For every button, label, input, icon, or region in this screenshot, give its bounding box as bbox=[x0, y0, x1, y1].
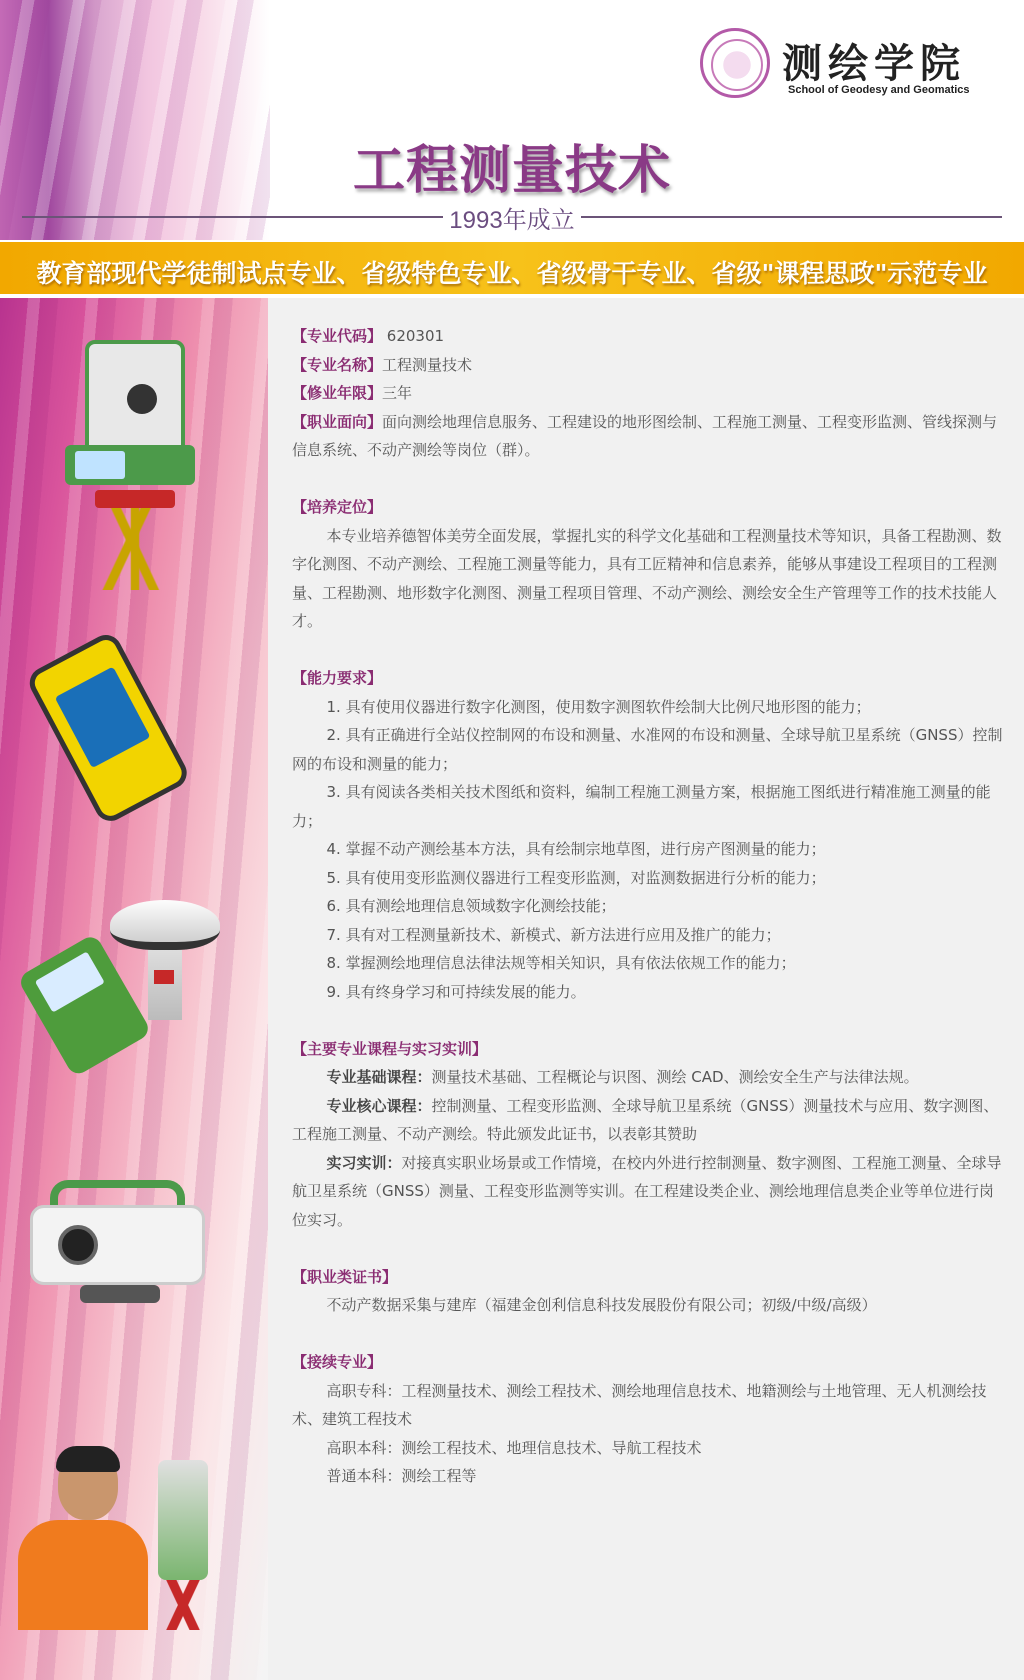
name-value: 工程测量技术 bbox=[382, 355, 473, 374]
basic-courses-text: 测量技术基础、工程概论与识图、测绘 CAD、测绘安全生产与法律法规。 bbox=[431, 1068, 919, 1086]
continuation-bachelor: 普通本科：测绘工程等 bbox=[326, 1467, 477, 1485]
ability-item: 3. 具有阅读各类相关技术图纸和资料，编制工程施工测量方案，根据施工图纸进行精准施工测量的能力； bbox=[292, 783, 991, 830]
ability-item: 1. 具有使用仪器进行数字化测图，使用数字测图软件绘制大比例尺地形图的能力； bbox=[326, 697, 871, 716]
gnss-receiver-icon bbox=[110, 900, 220, 1030]
digital-level-icon bbox=[30, 1180, 210, 1310]
basic-courses-label: 专业基础课程： bbox=[326, 1068, 432, 1086]
ability-item: 7. 具有对工程测量新技术、新模式、新方法进行应用及推广的能力； bbox=[326, 925, 781, 944]
career-label: 【职业面向】 bbox=[292, 412, 383, 431]
basic-courses bbox=[292, 1063, 1004, 1092]
certificate-text: 不动产数据采集与建库（福建金创利信息科技发展股份有限公司；初级/中级/高级） bbox=[326, 1296, 877, 1314]
founded-year bbox=[0, 200, 1024, 235]
ability-item: 2. 具有正确进行全站仪控制网的布设和测量、水准网的布设和测量、全球导航卫星系统（GNSS）控制网的布设和测量的能力； bbox=[292, 726, 1003, 773]
logo-english-name: School of Geodesy and Geomatics bbox=[788, 84, 970, 96]
name-label: 【专业名称】 bbox=[292, 355, 383, 374]
practice-training bbox=[292, 1149, 1004, 1235]
code-label: 【专业代码】 bbox=[292, 327, 383, 345]
certificate-heading: 【职业类证书】 bbox=[292, 1267, 398, 1286]
core-courses bbox=[292, 1092, 1004, 1149]
honors-banner bbox=[0, 240, 1024, 296]
positioning-heading: 【培养定位】 bbox=[292, 498, 383, 516]
continuation-vocational: 高职专科：工程测量技术、测绘工程技术、测绘地理信息技术、地籍测绘与土地管理、无人机测绘技术、建筑工程技术 bbox=[292, 1381, 987, 1428]
school-logo bbox=[700, 28, 1000, 108]
years-label: 【修业年限】 bbox=[292, 384, 383, 402]
info-code bbox=[292, 322, 1004, 351]
career-value: 面向测绘地理信息服务、工程建设的地形图绘制、工程施工测量、工程变形监测、管线探测与信息系统、不动产测绘等岗位（群）。 bbox=[292, 412, 998, 459]
abilities-heading: 【能力要求】 bbox=[292, 669, 383, 687]
page-title: 工程测量技术 bbox=[352, 141, 671, 201]
program-details bbox=[292, 322, 1004, 1491]
ability-item: 8. 掌握测绘地理信息法律法规等相关知识，具有依法依规工作的能力； bbox=[326, 954, 796, 972]
practice-label: 实习实训： bbox=[326, 1153, 402, 1172]
years-value: 三年 bbox=[382, 384, 413, 402]
school-seal-icon bbox=[700, 28, 770, 98]
practice-text: 对接真实职业场景或工作情境，在校内外进行控制测量、数字测图、工程施工测量、全球导航卫星系统（GNSS）测量、工程变形监测等实训。在工程建设类企业、测绘地理信息类企业等单位进行岗位实习。 bbox=[292, 1153, 1002, 1229]
courses-heading: 【主要专业课程与实习实训】 bbox=[292, 1039, 488, 1058]
info-career bbox=[292, 408, 1004, 465]
surveyor-photo bbox=[18, 1450, 218, 1630]
ability-item: 9. 具有终身学习和可持续发展的能力。 bbox=[326, 982, 586, 1001]
positioning-text: 本专业培养德智体美劳全面发展，掌握扎实的科学文化基础和工程测量技术等知识，具备工程勘测、数字化测图、不动产测绘、工程施工测量等能力，具有工匠精神和信息素养，能够从事建设工程项目的工程测量、工程勘测、地形数字化测图、测量工程项目管理、不动产测绘、测绘安全生产管理等工作的技术技能人才。 bbox=[292, 526, 1002, 630]
logo-chinese-name: 测绘学院 bbox=[782, 41, 966, 87]
total-station-icon bbox=[60, 330, 210, 590]
info-name bbox=[292, 351, 1004, 380]
ability-item: 6. 具有测绘地理信息领域数字化测绘技能； bbox=[326, 897, 616, 915]
continuation-bachelor-vocational: 高职本科：测绘工程技术、地理信息技术、导航工程技术 bbox=[326, 1438, 702, 1457]
honors-banner-text: 教育部现代学徒制试点专业、省级特色专业、省级骨干专业、省级"课程思政"示范专业 bbox=[36, 259, 988, 288]
core-courses-text: 控制测量、工程变形监测、全球导航卫星系统（GNSS）测量技术与应用、数字测图、工程施工测量、不动产测绘。特此颁发此证书，以表彰其赞助 bbox=[292, 1096, 999, 1143]
core-courses-label: 专业核心课程： bbox=[326, 1096, 432, 1115]
code-value: 620301 bbox=[382, 327, 445, 345]
ability-item: 5. 具有使用变形监测仪器进行工程变形监测，对监测数据进行分析的能力； bbox=[326, 868, 826, 887]
info-years bbox=[292, 379, 1004, 408]
founded-text: 1993年成立 bbox=[443, 207, 580, 234]
ability-item: 4. 掌握不动产测绘基本方法，具有绘制宗地草图，进行房产图测量的能力； bbox=[326, 840, 826, 858]
continuation-heading: 【接续专业】 bbox=[292, 1353, 383, 1371]
